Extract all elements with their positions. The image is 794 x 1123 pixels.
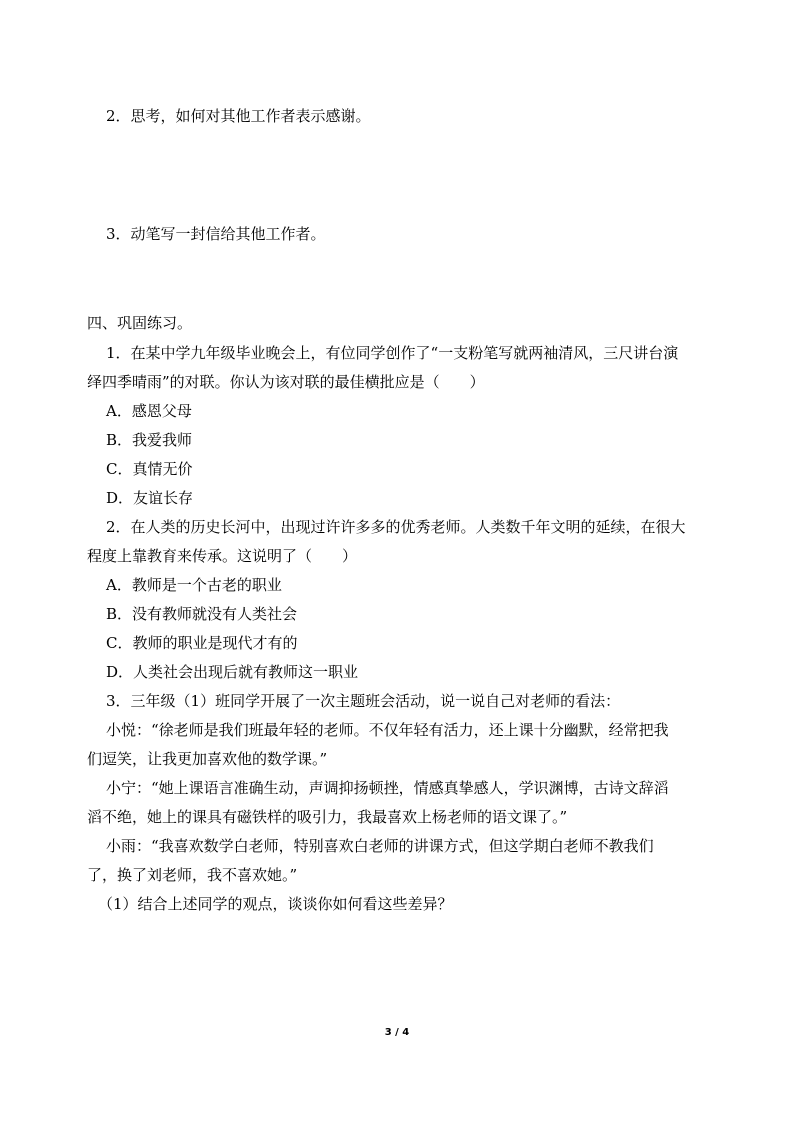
- xiaoning-opinion-line-1: 小宁：“她上课语言准确生动，声调抑扬顿挫，情感真挚感人，学识渊博，古诗文辞滔: [106, 779, 669, 797]
- question-2-stem-line-1: 2．在人类的历史长河中，出现过许许多多的优秀老师。人类数千年文明的延续，在很大: [106, 518, 686, 536]
- question-1-option-c: C．真情无价: [106, 460, 193, 478]
- question-1-option-d: D．友谊长存: [106, 489, 194, 507]
- question-1-stem-line-2: 绎四季晴雨”的对联。你认为该对联的最佳横批应是（ ）: [87, 373, 485, 391]
- question-1-stem-line-1: 1．在某中学九年级毕业晚会上，有位同学创作了“一支粉笔写就两袖清风，三尺讲台演: [106, 344, 679, 362]
- page-number: 3 / 4: [384, 1027, 410, 1038]
- section-heading: 四、巩固练习。: [87, 314, 193, 332]
- question-3-sub-question-1: （1）结合上述同学的观点，谈谈你如何看这些差异？: [98, 895, 453, 913]
- item-3-write-letter: 3．动笔写一封信给其他工作者。: [106, 225, 326, 243]
- question-1-option-a: A．感恩父母: [106, 402, 192, 420]
- xiaoyue-opinion-line-2: 们逗笑，让我更加喜欢他的数学课。”: [87, 750, 328, 768]
- question-2-option-c: C．教师的职业是现代才有的: [106, 634, 298, 652]
- question-2-option-a: A．教师是一个古老的职业: [106, 576, 282, 594]
- question-1-option-b: B．我爱我师: [106, 431, 193, 449]
- question-2-option-d: D．人类社会出现后就有教师这一职业: [106, 663, 359, 681]
- question-2-stem-line-2: 程度上靠教育来传承。这说明了（ ）: [87, 547, 358, 565]
- question-2-option-b: B．没有教师就没有人类社会: [106, 605, 298, 623]
- item-2-thank-workers: 2．思考，如何对其他工作者表示感谢。: [106, 107, 371, 125]
- xiaoyu-opinion-line-1: 小雨：“我喜欢数学白老师，特别喜欢白老师的讲课方式，但这学期白老师不教我们: [106, 837, 654, 855]
- question-3-stem: 3．三年级（1）班同学开展了一次主题班会活动，说一说自己对老师的看法：: [106, 692, 621, 710]
- xiaoyu-opinion-line-2: 了，换了刘老师，我不喜欢她。”: [87, 866, 298, 884]
- xiaoning-opinion-line-2: 滔不绝，她上的课具有磁铁样的吸引力，我最喜欢上杨老师的语文课了。”: [87, 808, 568, 826]
- xiaoyue-opinion-line-1: 小悦：“徐老师是我们班最年轻的老师。不仅年轻有活力，还上课十分幽默，经常把我: [106, 721, 669, 739]
